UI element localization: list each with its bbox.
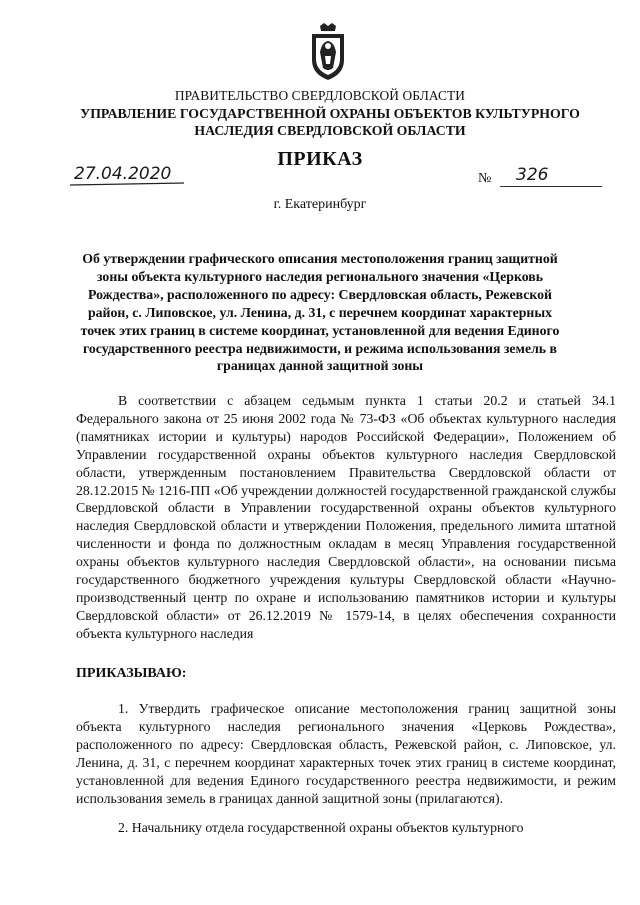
order-item-2: 2. Начальнику отдела государственной охраны объектов культурного <box>118 820 524 835</box>
document-title: Об утверждении графического описания местоположения границ защитной зоны объекта культурного наследия регионального значения «Церковь Рождества», расположенного по адресу: Свердловская область, Режевской район, с. Липовское, ул. Ленина, д. 31, с перечнем координат характерных точек этих границ в системе координат, установленной для ведения Единого государственного реестра недвижимости, и режима использования земель в границах данной защитной зоны <box>80 251 560 374</box>
handwritten-date <box>70 160 188 188</box>
document-type: ПРИКАЗ <box>277 148 363 170</box>
coat-of-arms-icon <box>308 22 348 82</box>
city: г. Екатеринбург <box>273 197 367 212</box>
department-name: УПРАВЛЕНИЕ ГОСУДАРСТВЕННОЙ ОХРАНЫ ОБЪЕКТОВ КУЛЬТУРНОГО НАСЛЕДИЯ СВЕРДЛОВСКОЙ ОБЛАСТИ <box>80 106 580 138</box>
svg-text:326: 326 <box>516 165 549 185</box>
order-heading: ПРИКАЗЫВАЮ: <box>76 666 187 681</box>
government-name: ПРАВИТЕЛЬСТВО СВЕРДЛОВСКОЙ ОБЛАСТИ <box>174 88 466 103</box>
handwritten-number <box>512 160 566 186</box>
svg-text:27.04.2020: 27.04.2020 <box>74 164 172 184</box>
preamble-paragraph: В соответствии с абзацем седьмым пункта 1 статьи 20.2 и статьей 34.1 Федерального закона от 25 июня 2002 года № 73-ФЗ «Об объектах культурного наследия (памятниках истории и культуры) народов Российской Федерации», Положением об Управлении государственной охраны объектов культурного наследия Свердловской области, утвержденным постановлением Правительства Свердловской области от 28.12.2015 № 1216-ПП «Об учреждении должностей государственной гражданской службы Свердловской области в Управлении государственной охраны объектов культурного наследия Свердловской области и утверждении Положения, предельного лимита штатной численности и фонда по должностным окладам в месяц Управления государственной охраны объектов культурного наследия Свердловской области», на основании письма государственного бюджетного учреждения культуры Свердловской области «Научно-производственный центр по охране и использованию памятников истории и культуры Свердловской области» от 26.12.2019 № 1579-14, в целях обеспечения сохранности объекта культурного наследия <box>76 393 616 641</box>
order-item-1: 1. Утвердить графическое описание местоположения границ защитной зоны объекта культурного наследия регионального значения «Церковь Рождества», расположенного по адресу: Свердловская область, Режевской район, с. Липовское, ул. Ленина, д. 31, с перечнем координат характерных точек этих границ в системе координат, установленной для ведения Единого государственного реестра недвижимости, и режим использования земель в границах данной защитной зоны (прилагаются). <box>76 701 616 806</box>
number-underline <box>500 186 602 187</box>
number-label: № <box>478 171 492 186</box>
